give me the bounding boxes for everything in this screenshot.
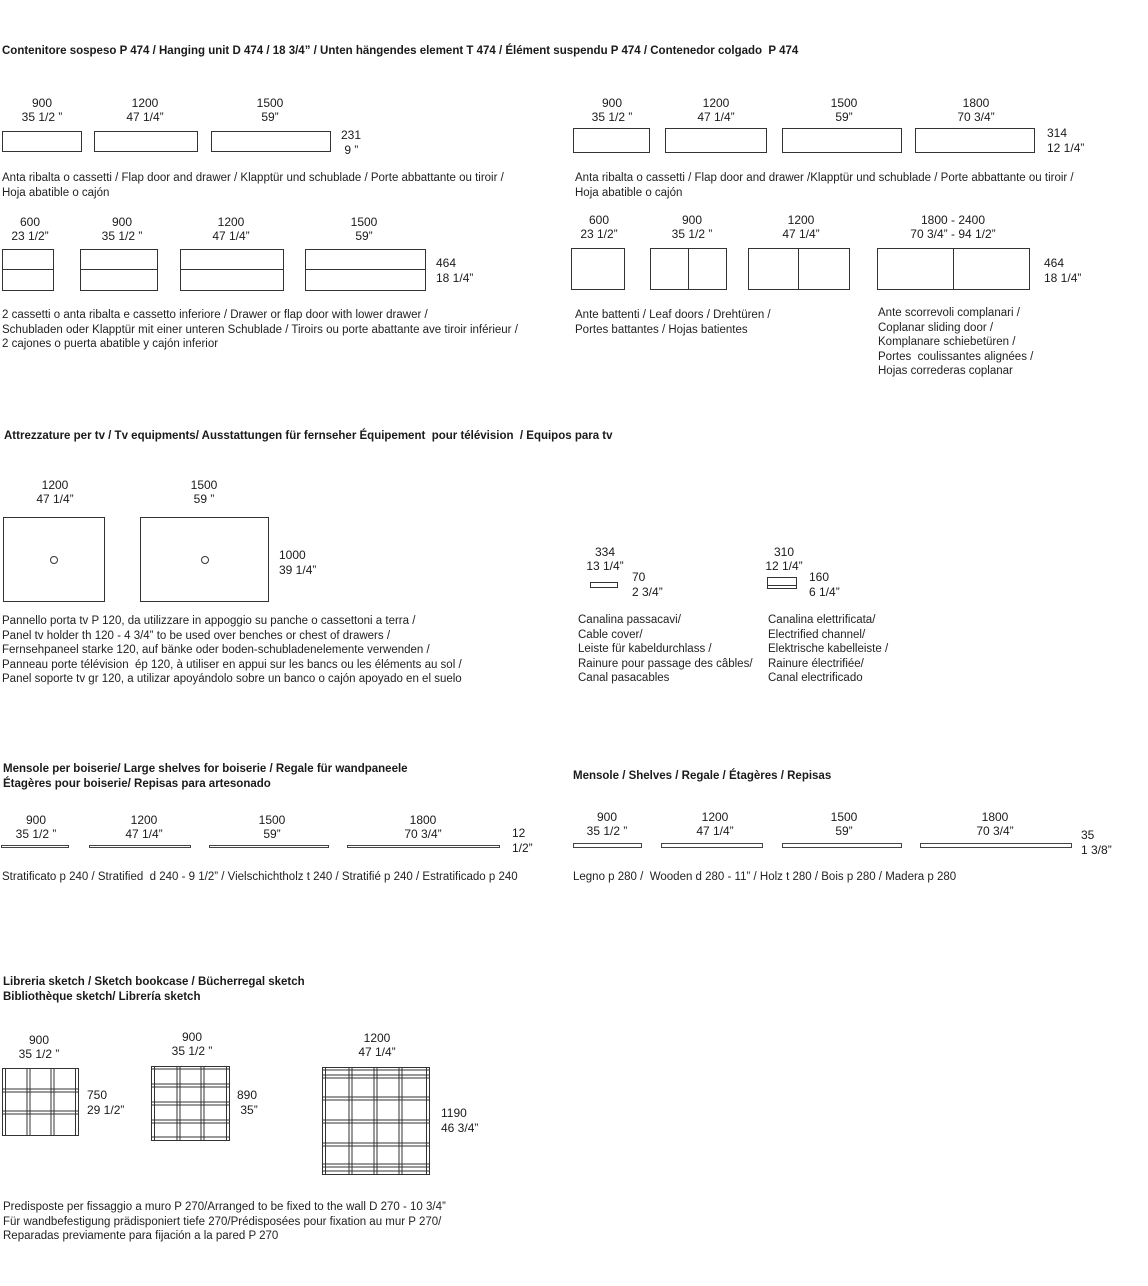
leaf-door-1200 [748,248,850,290]
cabinet-drawing-900 [2,131,82,152]
dim-width-1800: 1800 70 3/4” [957,96,995,124]
cable-cover-drawing [590,582,618,588]
dim-height-314: 314 12 1/4” [1047,126,1085,155]
drawer-unit-900 [80,249,158,291]
shelf-drawing-1800 [347,845,500,848]
drawer-unit-1200 [180,249,284,291]
shelf-drawing-900 [573,843,642,848]
dim-height-70: 70 2 3/4” [632,570,663,599]
hanging-unit-title: Contenitore sospeso P 474 / Hanging unit D 474 / 18 3/4” / Unten hängendes element T 474 / Élément suspendu P 474 / Contenedor colgado P 474 [2,45,799,57]
dim-width-1200: 1200 47 1/4” [126,96,164,124]
dim-width-1800-2400: 1800 - 2400 70 3/4” - 94 1/2” [910,213,996,241]
bookcase-title: Libreria sketch / Sketch bookcase / Bücherregal sketch Bibliothèque sketch/ Librería sketch [3,976,305,1003]
dim-height-464: 464 18 1/4” [436,256,474,285]
electrified-channel-drawing [767,577,797,589]
bookcase-drawing-890 [151,1066,230,1141]
tv-equipment-title: Attrezzature per tv / Tv equipments/ Ausstattungen für fernseher Équipement pour télévision / Equipos para tv [4,430,613,442]
tv-panel-description: Pannello porta tv P 120, da utilizzare in appoggio su panche o cassettoni a terra / Panel tv holder th 120 - 4 3/4” to be used over benches or chest of drawers / Fernsehpaneel starke 120, auf bänke oder boden-schubladenelemente verwenden / Panneau porte télévision ép 120, à utiliser en appui sur les bancs ou les éléments au sol / Panel soporte tv gr 120, a utilizar apoyándolo sobre un banco o cajón apoyado en el suelo [2,615,462,686]
dim-height-1000: 1000 39 1/4” [279,548,317,577]
dim-width-334: 334 13 1/4” [586,545,624,573]
dim-width-1500: 1500 59” [830,96,858,124]
tv-panel-1500 [140,517,269,602]
dim-width-1800: 1800 70 3/4” [976,810,1014,838]
dim-height-12: 12 1/2” [512,826,533,855]
dim-width-310: 310 12 1/4” [765,545,803,573]
shelf-drawing-1200 [661,843,763,848]
dim-height-890: 890 35” [237,1088,258,1117]
dim-height-35: 35 1 3/8” [1081,828,1112,857]
bookcase-drawing-750 [2,1068,79,1136]
shelf-drawing-1200 [89,845,191,848]
leaf-door-600 [571,248,625,290]
dim-height-160: 160 6 1/4” [809,570,840,599]
dim-width-1800: 1800 70 3/4” [404,813,442,841]
dim-width-900: 900 35 1/2 ” [586,810,628,838]
dim-width-1200: 1200 47 1/4” [696,810,734,838]
flap-drawer-description: Anta ribalta o cassetti / Flap door and drawer / Klapptür und schublade / Porte abbattante ou tiroir / Hoja abatible o cajón [2,172,504,199]
dim-width-900: 900 35 1/2 ” [21,96,63,124]
cabinet-drawing-900 [573,128,650,153]
tv-panel-1200 [3,517,105,602]
dim-width-900: 900 35 1/2 ” [591,96,633,124]
dim-width-1200: 1200 47 1/4” [358,1031,396,1059]
shelves-title: Mensole / Shelves / Regale / Étagères / Repisas [573,770,832,782]
dim-height-750: 750 29 1/2” [87,1088,125,1117]
drawer-unit-600 [2,249,54,291]
dim-width-1200: 1200 47 1/4” [36,478,74,506]
dim-width-900: 900 35 1/2 ” [171,1030,213,1058]
bookcase-description: Predisposte per fissaggio a muro P 270/Arranged to be fixed to the wall D 270 - 10 3/4” Für wandbefestigung prädisponiert tiefe 270/Prédisposées pour fixation au mur P 270/ Reparadas previamente para fijación a la pared P 270 [3,1201,446,1243]
dim-width-1500: 1500 59” [258,813,286,841]
dim-width-600: 600 23 1/2” [11,215,49,243]
wooden-shelves-description: Legno p 280 / Wooden d 280 - 11” / Holz t 280 / Bois p 280 / Madera p 280 [573,871,957,883]
cabinet-drawing-1800 [915,128,1035,153]
dim-height-464: 464 18 1/4” [1044,256,1082,285]
dim-width-1500: 1500 59” [256,96,284,124]
dim-width-900: 900 35 1/2 ” [15,813,57,841]
dim-width-1200: 1200 47 1/4” [697,96,735,124]
dim-width-1500: 1500 59” [350,215,378,243]
cabinet-drawing-1500 [211,131,331,152]
cable-cover-description: Canalina passacavi/ Cable cover/ Leiste für kabeldurchlass / Rainure pour passage des câbles/ Canal pasacables [578,614,753,685]
drawer-unit-1500 [305,249,426,291]
flap-drawer-description: Anta ribalta o cassetti / Flap door and drawer /Klapptür und schublade / Porte abbattante ou tiroir / Hoja abatible o cajón [575,172,1074,199]
cabinet-drawing-1200 [665,128,767,153]
dim-width-1500: 1500 59” [830,810,858,838]
leaf-doors-description: Ante battenti / Leaf doors / Drehtüren / Portes battantes / Hojas batientes [575,309,771,336]
dim-width-600: 600 23 1/2” [580,213,618,241]
dim-width-900: 900 35 1/2 ” [18,1033,60,1061]
shelf-drawing-1500 [209,845,329,848]
leaf-door-900 [650,248,727,290]
shelf-drawing-1800 [920,843,1072,848]
dim-width-1200: 1200 47 1/4” [125,813,163,841]
drawer-description: 2 cassetti o anta ribalta e cassetto inferiore / Drawer or flap door with lower drawer / Schubladen oder Klapptür mit einer unteren Schublade / Tiroirs ou porte abattante ave tiroir inférieur / 2 cajones o puerta abatible y cajón inferior [2,309,518,351]
dim-width-1500: 1500 59 ” [190,478,218,506]
dim-width-1200: 1200 47 1/4” [782,213,820,241]
boiserie-shelves-title: Mensole per boiserie/ Large shelves for boiserie / Regale für wandpaneele Étagères pour boiserie/ Repisas para artesonado [3,763,408,790]
cabinet-drawing-1200 [94,131,198,152]
cable-hole [201,556,209,564]
dim-height-1190: 1190 46 3/4” [441,1106,479,1135]
cabinet-drawing-1500 [782,128,902,153]
electrified-channel-description: Canalina elettrificata/ Electrified channel/ Elektrische kabelleiste / Rainure électrifiée/ Canal electrificado [768,614,889,685]
sliding-door-1800-2400 [877,248,1030,290]
dim-width-900: 900 35 1/2 ” [101,215,143,243]
dim-width-1200: 1200 47 1/4” [212,215,250,243]
dim-height-231: 231 9 ” [341,128,362,157]
shelf-drawing-900 [1,845,69,848]
shelf-drawing-1500 [782,843,902,848]
bookcase-drawing-1190 [322,1067,430,1175]
boiserie-shelves-description: Stratificato p 240 / Stratified d 240 - 9 1/2” / Vielschichtholz t 240 / Stratifié p 240 / Estratificado p 240 [2,871,518,883]
sliding-door-description: Ante scorrevoli complanari / Coplanar sliding door / Komplanare schiebetüren / Portes coulissantes alignées / Hojas correderas coplanar [878,307,1034,378]
cable-hole [50,556,58,564]
dim-width-900: 900 35 1/2 ” [671,213,713,241]
